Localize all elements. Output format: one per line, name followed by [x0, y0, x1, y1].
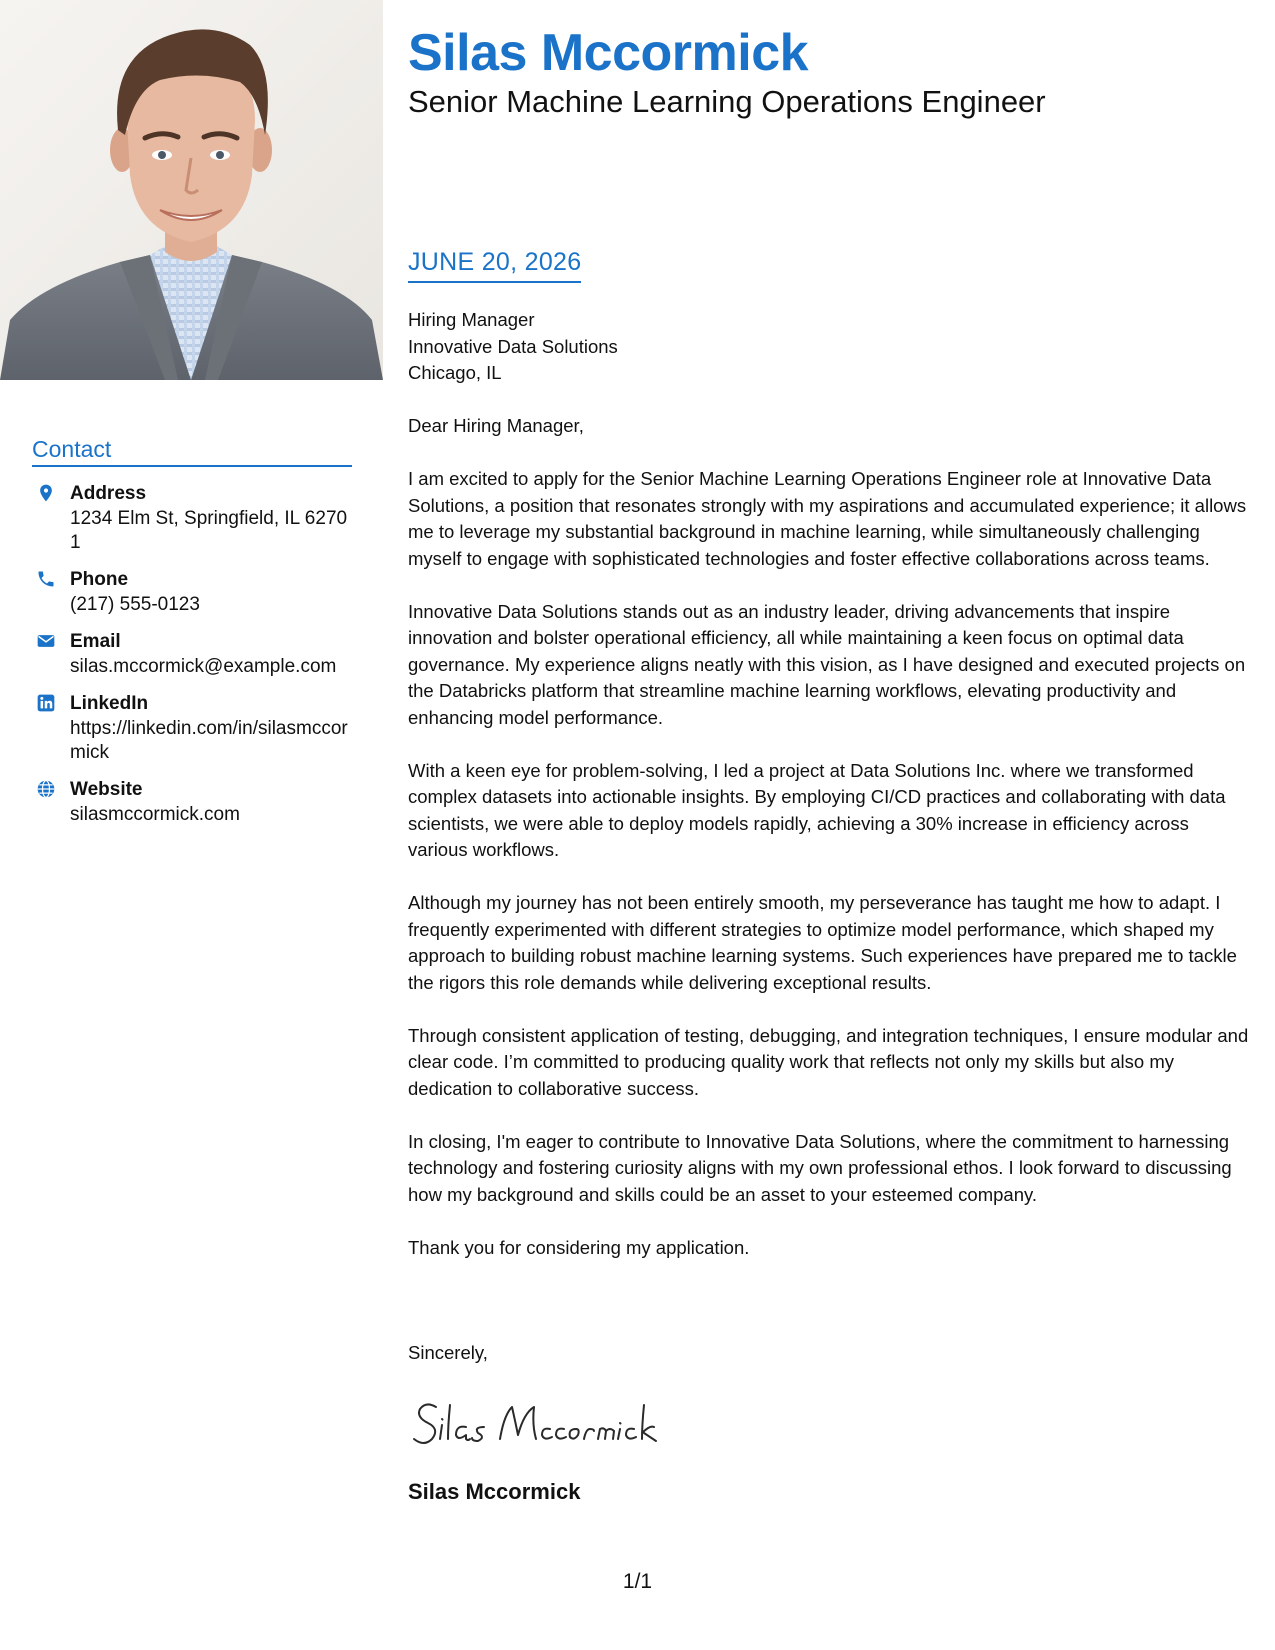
address-value: 1234 Elm St, Springfield, IL 62701 — [70, 508, 348, 553]
letter-paragraph: With a keen eye for problem-solving, I led a project at Data Solutions Inc. where we transformed complex datasets into actionable insights. By employing CI/CD practices and collaborating with data scientists, we were able to deploy models rapidly, achieving a 30% increase in efficiency across various workflows. — [408, 759, 1226, 860]
letter-paragraph: Thank you for considering my application. — [408, 1236, 750, 1258]
phone-value: (217) 555-0123 — [70, 594, 200, 615]
contact-section — [32, 436, 352, 839]
signed-name: Silas Mccormick — [408, 1479, 581, 1504]
website-value[interactable]: silasmccormick.com — [70, 804, 240, 825]
contact-heading: Contact — [32, 436, 352, 467]
recipient-location: Chicago, IL — [408, 362, 502, 383]
letter-paragraph: Innovative Data Solutions stands out as an industry leader, driving advancements that inspire innovation and bolster operational efficiency, all while maintaining a keen focus on optimal data governance. My experience aligns neatly with this vision, as I have designed and executed projects on the Databricks platform that streamline machine learning workflows, elevating productivity and enhancing model performance. — [408, 600, 1246, 728]
linkedin-icon — [36, 693, 56, 713]
envelope-icon — [36, 631, 56, 651]
recipient-block — [408, 307, 618, 387]
contact-label: Website — [70, 779, 143, 800]
contact-phone — [32, 567, 352, 617]
contact-label: LinkedIn — [70, 693, 149, 714]
contact-label: Email — [70, 631, 121, 652]
handwritten-signature — [408, 1395, 678, 1451]
letter-paragraph: Although my journey has not been entirely smooth, my perseverance has taught me how to adapt. I frequently experimented with different strategies to optimize model performance, which shaped my approach to building robust machine learning systems. Such experiences have prepared me to tackle the rigors this role demands while delivering exceptional results. — [408, 892, 1237, 993]
letter-paragraph: Through consistent application of testing, debugging, and integration techniques, I ensure modular and clear code. I’m committed to producing quality work that reflects not only my skills but also my dedication to collaborative success. — [408, 1024, 1249, 1099]
job-title: Senior Machine Learning Operations Engineer — [408, 84, 1046, 119]
recipient-line: Hiring Manager — [408, 309, 535, 330]
salutation: Dear Hiring Manager, — [408, 415, 584, 436]
map-pin-icon — [36, 483, 56, 503]
applicant-name: Silas Mccormick — [408, 24, 809, 82]
linkedin-value[interactable]: https://linkedin.com/in/silasmccormick — [70, 718, 348, 763]
letter-body — [408, 413, 1253, 1288]
contact-linkedin — [32, 691, 352, 765]
closing: Sincerely, — [408, 1342, 488, 1363]
globe-icon — [36, 779, 56, 799]
recipient-company: Innovative Data Solutions — [408, 335, 618, 357]
letter-paragraph: In closing, I'm eager to contribute to Innovative Data Solutions, where the commitment to harnessing technology and fostering curiosity aligns with my own professional ethos. I look forward to discussing how my background and skills could be an asset to your esteemed company. — [408, 1130, 1232, 1205]
page-number: 1/1 — [622, 1570, 653, 1593]
contact-label: Phone — [70, 569, 129, 590]
letter-date: JUNE 20, 2026 — [408, 248, 581, 283]
profile-photo — [0, 0, 383, 380]
contact-label: Address — [70, 483, 147, 504]
contact-email — [32, 629, 352, 679]
phone-icon — [36, 569, 56, 589]
portrait-illustration — [0, 0, 383, 380]
contact-address — [32, 481, 352, 555]
letter-paragraph: I am excited to apply for the Senior Machine Learning Operations Engineer role at Innovative Data Solutions, a position that resonates strongly with my aspirations and accumulated experience; it allows me to leverage my substantial background in machine learning, while simultaneously challenging myself to engage with sophisticated technologies and foster effective collaborations across teams. — [408, 468, 1247, 569]
email-value[interactable]: silas.mccormick@example.com — [70, 656, 337, 677]
contact-website — [32, 777, 352, 827]
